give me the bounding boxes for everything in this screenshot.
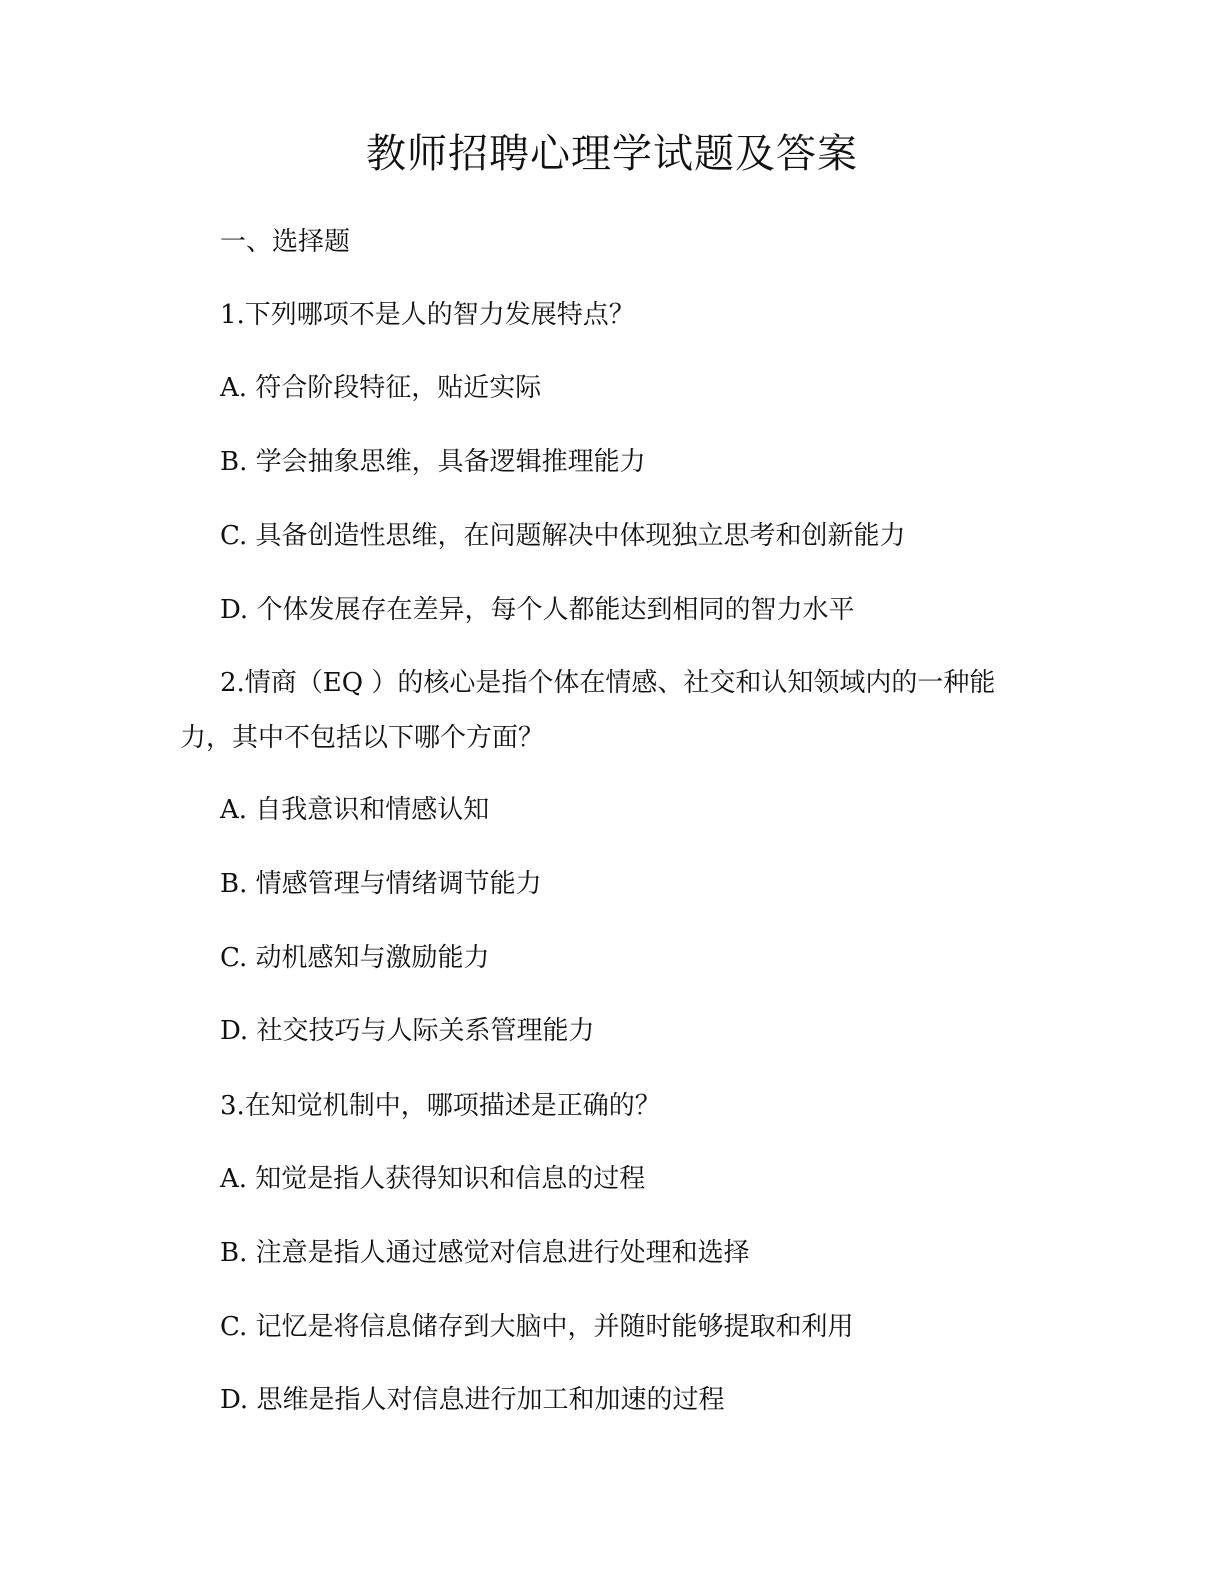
- question-1-stem: 1.下列哪项不是人的智力发展特点？: [220, 300, 635, 330]
- page-title: 教师招聘心理学试题及答案: [366, 131, 858, 177]
- question-2-option-c: C. 动机感知与激励能力: [220, 943, 490, 973]
- question-1-option-d: D. 个体发展存在差异，每个人都能达到相同的智力水平: [220, 595, 855, 625]
- section-heading: 一、选择题: [220, 227, 351, 257]
- question-3-option-a: A. 知觉是指人获得知识和信息的过程: [220, 1164, 646, 1194]
- question-2-stem-line2: 力，其中不包括以下哪个方面？: [180, 723, 545, 753]
- question-2-option-a: A. 自我意识和情感认知: [220, 795, 490, 825]
- question-1-option-a: A. 符合阶段特征，贴近实际: [220, 373, 542, 403]
- question-2-stem-line1: 2.情商（EQ ）的核心是指个体在情感、社交和认知领域内的一种能: [220, 668, 996, 698]
- question-3-stem: 3.在知觉机制中，哪项描述是正确的？: [220, 1091, 661, 1121]
- question-3-option-c: C. 记忆是将信息储存到大脑中，并随时能够提取和利用: [220, 1312, 854, 1342]
- question-3-option-d: D. 思维是指人对信息进行加工和加速的过程: [220, 1385, 725, 1415]
- question-1-option-c: C. 具备创造性思维，在问题解决中体现独立思考和创新能力: [220, 521, 906, 551]
- question-2-option-b: B. 情感管理与情绪调节能力: [220, 869, 542, 899]
- question-2-option-d: D. 社交技巧与人际关系管理能力: [220, 1016, 595, 1046]
- question-3-option-b: B. 注意是指人通过感觉对信息进行处理和选择: [220, 1238, 750, 1268]
- question-1-option-b: B. 学会抽象思维，具备逻辑推理能力: [220, 447, 646, 477]
